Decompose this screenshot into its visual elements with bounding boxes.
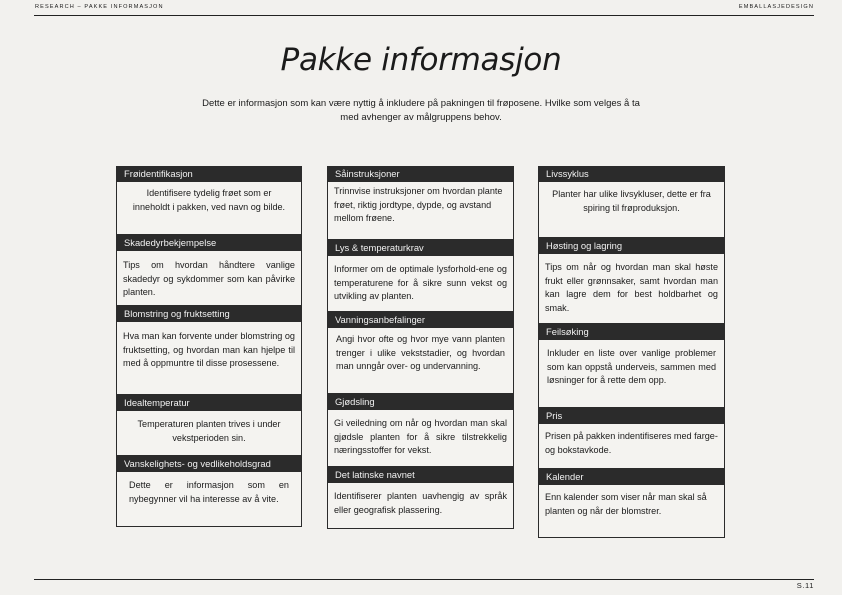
info-section-ideal-temperature xyxy=(116,395,302,456)
info-section-flowering xyxy=(116,306,302,395)
section-heading: Gjødsling xyxy=(328,394,513,410)
info-section-calendar xyxy=(538,469,725,538)
section-heading: Vanningsanbefalinger xyxy=(328,312,513,328)
page-number: S.11 xyxy=(796,581,814,590)
info-section-sowing xyxy=(327,166,514,240)
section-heading: Feilsøking xyxy=(539,324,724,340)
section-text: Inkluder en liste over vanlige problemer som kan oppstå underveis, sammen med løsninger for å rette dem opp. xyxy=(547,348,716,386)
info-section-seed-id xyxy=(116,166,302,235)
column-1 xyxy=(116,166,302,527)
section-text: Informer om de optimale lysforhold-ene og temperaturene for å sikre sunn vekst og utvikling av planten. xyxy=(334,264,507,302)
header-section-label: RESEARCH – PAKKE INFORMASJON xyxy=(35,4,164,10)
section-text: Trinnvise instruksjoner om hvordan plante frøet, riktig jordtype, dypde, og avstand mellom frøene. xyxy=(334,186,503,224)
section-heading: Blomstring og fruktsetting xyxy=(117,306,301,322)
section-text: Enn kalender som viser når man skal så planten og når der blomstrer. xyxy=(545,492,707,516)
section-heading: Vanskelighets- og vedlikeholdsgrad xyxy=(117,456,301,472)
info-section-latin-name xyxy=(327,467,514,529)
intro-text: Dette er informasjon som kan være nyttig å inkludere på pakningen til frøposene. Hvilke som velges å ta med avhenger av målgruppens behov. xyxy=(202,98,640,123)
section-text: Tips om hvordan håndtere vanlige skadedyr og sykdommer som kan påvirke planten. xyxy=(123,260,295,298)
section-text: Dette er informasjon som en nybegynner vil ha interesse av å vite. xyxy=(129,480,289,504)
info-section-difficulty xyxy=(116,456,302,527)
section-heading: Frøidentifikasjon xyxy=(117,166,301,182)
info-section-life-cycle xyxy=(538,166,725,238)
info-section-light-temperature xyxy=(327,240,514,312)
section-heading: Pris xyxy=(539,408,724,424)
info-section-harvest-storage xyxy=(538,238,725,324)
section-heading: Kalender xyxy=(539,469,724,485)
bottom-divider xyxy=(34,579,814,580)
top-divider xyxy=(34,15,814,16)
page-title: Pakke informasjon xyxy=(280,42,562,78)
info-section-fertilizing xyxy=(327,394,514,467)
section-heading: Såinstruksjoner xyxy=(328,166,513,182)
section-text: Planter har ulike livsykluser, dette er fra spiring til frøproduksjon. xyxy=(552,189,711,213)
section-text: Gi veiledning om når og hvordan man skal gjødsle planten for å sikre tilstrekkelig næringsstoffer for vekst. xyxy=(334,418,507,456)
column-2 xyxy=(327,166,514,529)
column-3 xyxy=(538,166,725,538)
section-text: Tips om når og hvordan man skal høste frukt eller grønnsaker, samt hvordan man kan lagre dem for best holdbarhet og smak. xyxy=(545,262,718,313)
section-text: Hva man kan forvente under blomstring og fruktsetting, og hvordan man kan hjelpe til med å oppmuntre til disse prosessene. xyxy=(123,331,295,369)
info-section-pest-control xyxy=(116,235,302,306)
section-text: Identifisere tydelig frøet som er inneholdt i pakken, ved navn og bilde. xyxy=(132,188,286,212)
info-section-watering xyxy=(327,312,514,394)
info-section-price xyxy=(538,408,725,469)
section-text: Angi hvor ofte og hvor mye vann planten trenger i ulike vekststadier, og hvordan man unngår over- og undervanning. xyxy=(336,334,505,372)
section-heading: Lys & temperaturkrav xyxy=(328,240,513,256)
section-text: Prisen på pakken indentifiseres med farge- og bokstavkode. xyxy=(545,431,718,455)
section-heading: Det latinske navnet xyxy=(328,467,513,483)
section-heading: Livssyklus xyxy=(539,166,724,182)
header-project-label: EMBALLASJEDESIGN xyxy=(738,4,814,10)
section-heading: Skadedyrbekjempelse xyxy=(117,235,301,251)
info-section-troubleshooting xyxy=(538,324,725,408)
section-heading: Høsting og lagring xyxy=(539,238,724,254)
section-heading: Idealtemperatur xyxy=(117,395,301,411)
section-text: Temperaturen planten trives i under vekstperioden sin. xyxy=(137,419,281,443)
section-text: Identifiserer planten uavhengig av språk eller geografisk plassering. xyxy=(334,491,507,515)
